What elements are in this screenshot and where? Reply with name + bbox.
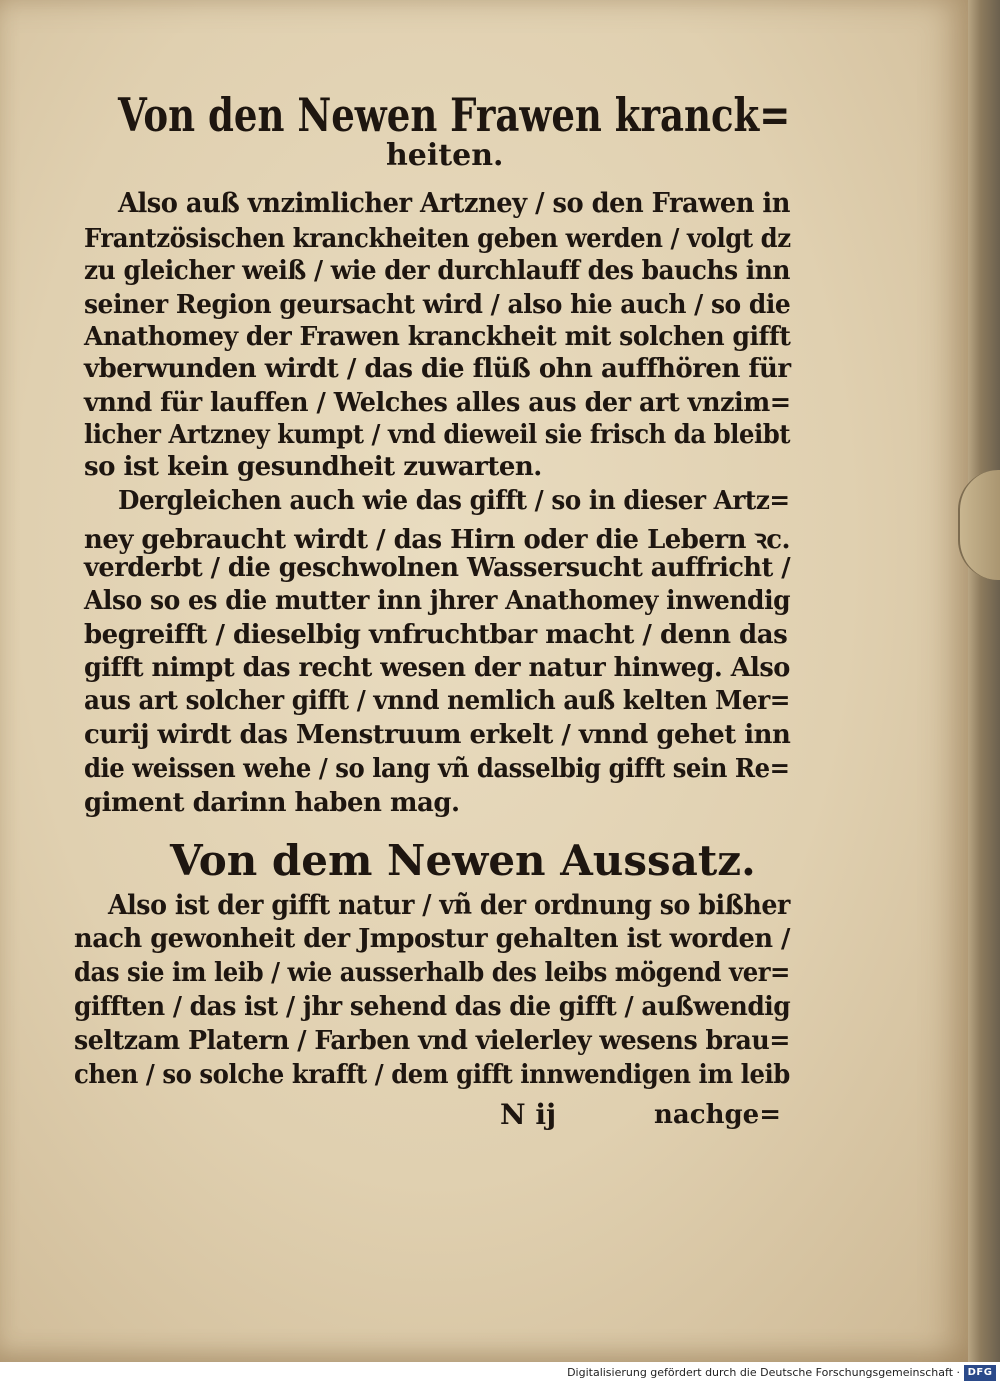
dfg-logo: DFG (964, 1365, 996, 1381)
text-line: Also ist der gifft natur / vñ der ordnung so bißher (108, 890, 790, 921)
text-line: Also auß vnzimlicher Artzney / so den Frawen in (118, 188, 790, 219)
text-line: curij wirdt das Menstruum erkelt / vnnd gehet inn (84, 720, 791, 750)
text-line: gifften / das ist / jhr sehend das die gifft / außwendig (74, 992, 791, 1022)
text-line: licher Artzney kumpt / vnd dieweil sie frisch da bleibt (84, 420, 791, 450)
text-line: ney gebraucht wirdt / das Hirn oder die Lebern ꝛc. (84, 525, 791, 555)
text-line: gifft nimpt das recht wesen der natur hinweg. Also (84, 653, 790, 683)
text-line: nach gewonheit der Jmpostur gehalten ist worden / (74, 924, 790, 954)
text-line: Also so es die mutter inn jhrer Anathomey inwendig (84, 586, 791, 616)
text-line: Frantzösischen kranckheiten geben werden / volgt dz (84, 224, 791, 254)
text-line: das sie im leib / wie ausserhalb des leibs mögend ver= (74, 958, 790, 988)
heading-frawen-kranckheiten-cont: heiten. (386, 138, 504, 173)
text-line: so ist kein gesundheit zuwarten. (84, 452, 542, 482)
text-line: Anathomey der Frawen kranckheit mit solchen gifft (84, 322, 791, 352)
text-line: die weissen wehe / so lang vñ dasselbig gifft sein Re= (84, 754, 790, 784)
text-line: giment darinn haben mag. (84, 788, 460, 818)
signature-mark: N ij (500, 1098, 557, 1131)
text-line: seltzam Platern / Farben vnd vielerley wesens brau= (74, 1026, 790, 1056)
text-line: vnnd für lauffen / Welches alles aus der art vnzim= (84, 388, 791, 418)
footer-bar (0, 1362, 1000, 1385)
text-line: begreifft / dieselbig vnfruchtbar macht / denn das (84, 620, 788, 650)
text-line: verderbt / die geschwolnen Wassersucht auffricht / (84, 553, 791, 583)
text-line: zu gleicher weiß / wie der durchlauff des bauchs inn (84, 256, 790, 286)
text-line: seiner Region geursacht wird / also hie auch / so die (84, 290, 791, 320)
text-line: vberwunden wirdt / das die flüß ohn auffhören für (84, 354, 791, 384)
funding-credit: Digitalisierung gefördert durch die Deutsche Forschungsgemeinschaft · (567, 1366, 960, 1379)
text-line: aus art solcher gifft / vnnd nemlich auß kelten Mer= (84, 686, 790, 716)
catchword: nachge= (654, 1100, 781, 1130)
page-edge (968, 0, 1000, 1362)
heading-frawen-kranckheiten: Von den Newen Frawen kranck= (118, 88, 791, 142)
text-line: Dergleichen auch wie das gifft / so in dieser Artz= (118, 486, 790, 516)
heading-newen-aussatz: Von dem Newen Aussatz. (170, 836, 756, 885)
text-line: chen / so solche krafft / dem gifft innwendigen im leib (74, 1060, 790, 1090)
